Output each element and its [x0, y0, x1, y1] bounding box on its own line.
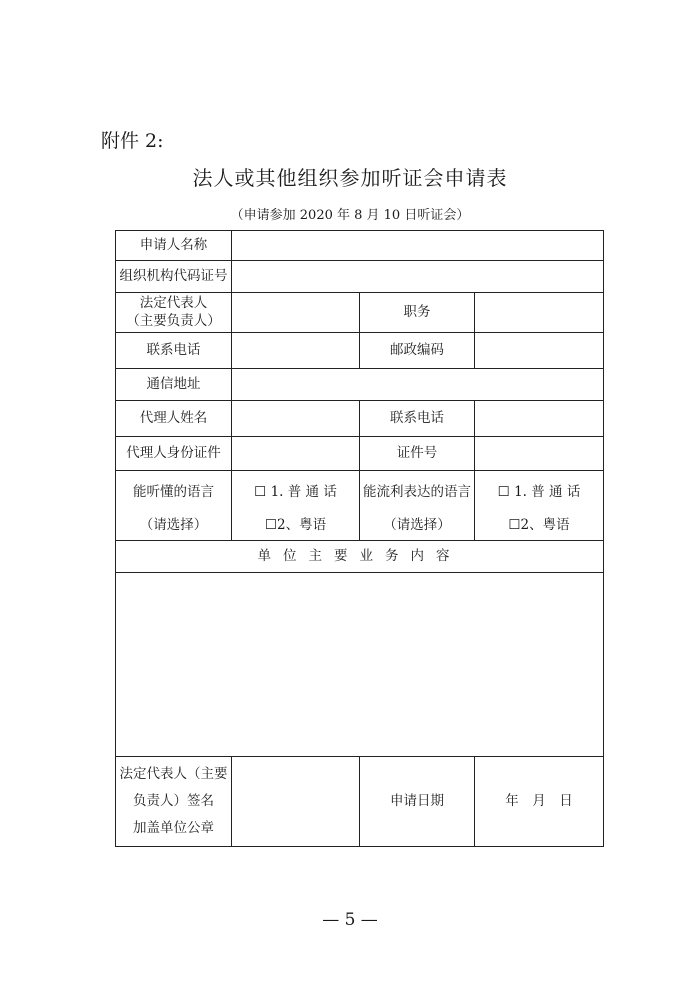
address-label: 通信地址	[116, 369, 232, 401]
signature-label	[116, 757, 232, 847]
legal-rep-label	[116, 293, 232, 333]
id-number-label: 证件号	[360, 437, 475, 471]
express-lang-label: 能流利表达的语言	[363, 483, 471, 500]
org-code-field[interactable]	[232, 261, 604, 293]
understand-lang-hint: （请选择）	[139, 516, 208, 533]
express-mandarin-checkbox[interactable]: ☐ 1. 普 通 话	[497, 483, 581, 500]
org-code-label: 组织机构代码证号	[116, 261, 232, 293]
understand-lang-label: 能听懂的语言	[133, 483, 214, 500]
position-label: 职务	[360, 293, 475, 333]
apply-date-field[interactable]: 年 月 日	[475, 757, 604, 847]
agent-id-doc-label: 代理人身份证件	[116, 437, 232, 471]
main-business-header: 单位主要业务内容	[116, 541, 604, 573]
understand-mandarin-checkbox[interactable]: ☐ 1. 普 通 话	[254, 483, 337, 500]
understand-cantonese-checkbox[interactable]: ☐2、粤语	[264, 516, 327, 533]
page-number: — 5 —	[322, 910, 378, 930]
express-lang-options	[475, 471, 604, 541]
agent-id-doc-field[interactable]	[232, 437, 360, 471]
address-field[interactable]	[232, 369, 604, 401]
signature-label-line1: 法定代表人（主要	[119, 766, 228, 782]
agent-name-field[interactable]	[232, 401, 360, 437]
understand-lang-cell	[116, 471, 232, 541]
postal-code-field[interactable]	[475, 333, 604, 369]
contact-phone-label: 联系电话	[116, 333, 232, 369]
legal-rep-label-line1: 法定代表人	[139, 294, 208, 311]
contact-phone-field[interactable]	[232, 333, 360, 369]
understand-lang-options	[232, 471, 360, 541]
signature-label-line2: 负责人）签名	[133, 793, 214, 809]
apply-date-label: 申请日期	[360, 757, 475, 847]
express-lang-hint: （请选择）	[383, 516, 451, 533]
applicant-name-label: 申请人名称	[116, 231, 232, 261]
id-number-field[interactable]	[475, 437, 604, 471]
position-field[interactable]	[475, 293, 604, 333]
main-business-field[interactable]	[116, 573, 604, 757]
signature-field[interactable]	[232, 757, 360, 847]
agent-phone-label: 联系电话	[360, 401, 475, 437]
applicant-name-field[interactable]	[232, 231, 604, 261]
form-title: 法人或其他组织参加听证会申请表	[192, 166, 508, 190]
agent-name-label: 代理人姓名	[116, 401, 232, 437]
legal-rep-field[interactable]	[232, 293, 360, 333]
application-form-table	[115, 230, 604, 847]
agent-phone-field[interactable]	[475, 401, 604, 437]
express-lang-cell	[360, 471, 475, 541]
signature-label-line3: 加盖单位公章	[133, 820, 214, 836]
express-cantonese-checkbox[interactable]: ☐2、粤语	[508, 516, 570, 533]
attachment-label: 附件 2:	[101, 130, 164, 152]
postal-code-label: 邮政编码	[360, 333, 475, 369]
legal-rep-label-line2: （主要负责人）	[126, 312, 221, 329]
form-subtitle: （申请参加 2020 年 8 月 10 日听证会）	[230, 208, 470, 223]
